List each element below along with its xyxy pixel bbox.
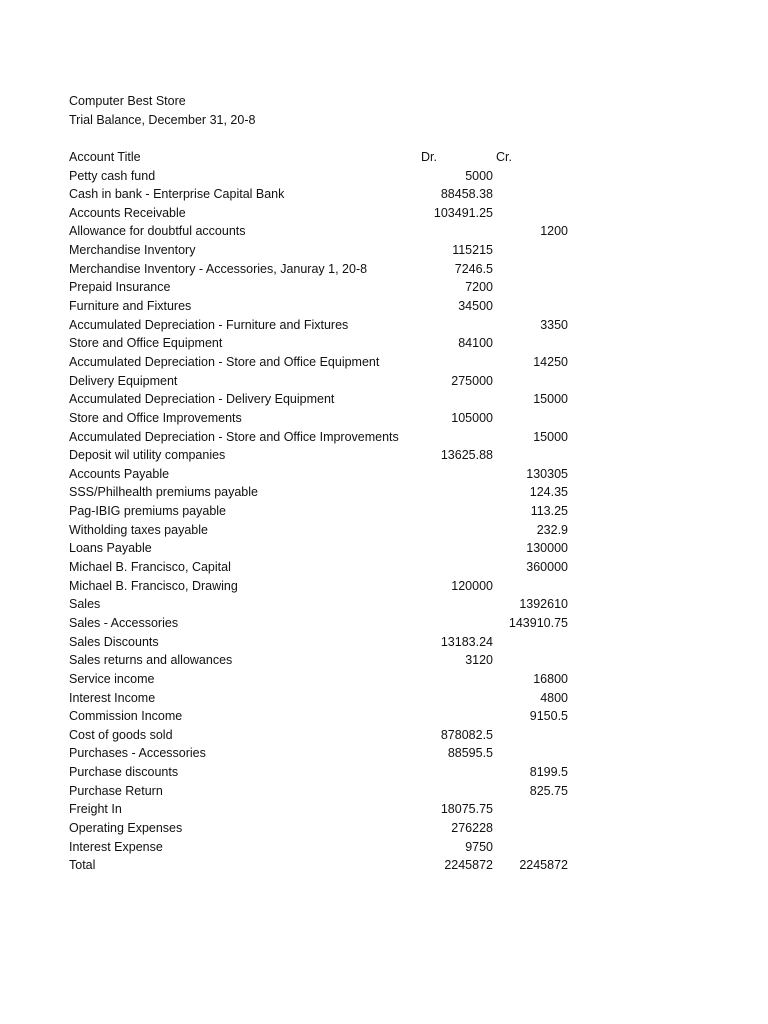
account-title-cell: Pag-IBIG premiums payable <box>69 504 227 519</box>
account-title-cell: Purchase Return <box>69 783 163 798</box>
table-row <box>69 428 589 447</box>
debit-cell: 18075.75 <box>440 802 493 817</box>
credit-cell: 3350 <box>540 317 568 332</box>
debit-cell: 7246.5 <box>454 261 493 276</box>
table-row <box>69 539 589 558</box>
account-title-cell: Total <box>69 858 96 873</box>
account-title-cell: Accumulated Depreciation - Furniture and Fixtures <box>69 317 349 332</box>
debit-cell: 9750 <box>465 839 493 854</box>
credit-cell: 16800 <box>533 671 568 686</box>
account-title-cell: Allowance for doubtful accounts <box>69 224 246 239</box>
credit-cell: 124.35 <box>529 485 568 500</box>
debit-cell: 878082.5 <box>440 727 493 742</box>
table-row <box>69 670 589 689</box>
account-title-cell: Cash in bank - Enterprise Capital Bank <box>69 187 285 202</box>
account-title-cell: Accumulated Depreciation - Store and Office Equipment <box>69 354 380 369</box>
account-title-cell: Cost of goods sold <box>69 727 173 742</box>
debit-cell: 13625.88 <box>440 448 493 463</box>
account-title-cell: Sales <box>69 597 101 612</box>
table-row <box>69 651 589 670</box>
credit-cell: 130305 <box>526 466 568 481</box>
debit-cell: 2245872 <box>444 858 493 873</box>
header-debit: Dr. <box>421 149 437 164</box>
account-title-cell: Delivery Equipment <box>69 373 178 388</box>
total-row <box>69 856 589 875</box>
debit-cell: 88458.38 <box>440 187 493 202</box>
table-row <box>69 297 589 316</box>
account-title-cell: Merchandise Inventory <box>69 243 196 258</box>
table-row <box>69 390 589 409</box>
account-title-cell: Service income <box>69 671 155 686</box>
debit-cell: 5000 <box>465 168 493 183</box>
table-row <box>69 558 589 577</box>
credit-cell: 825.75 <box>529 783 568 798</box>
account-title-cell: Prepaid Insurance <box>69 280 171 295</box>
debit-cell: 88595.5 <box>447 746 493 761</box>
table-row <box>69 278 589 297</box>
table-header <box>69 148 589 167</box>
table-row <box>69 465 589 484</box>
credit-cell: 2245872 <box>519 858 568 873</box>
credit-cell: 14250 <box>533 354 568 369</box>
account-title-cell: Accounts Payable <box>69 466 170 481</box>
credit-cell: 15000 <box>533 429 568 444</box>
header-credit: Cr. <box>496 149 512 164</box>
account-title-cell: Accounts Receivable <box>69 205 186 220</box>
table-row <box>69 726 589 745</box>
credit-cell: 232.9 <box>536 522 568 537</box>
table-row <box>69 167 589 186</box>
table-row <box>69 633 589 652</box>
table-row <box>69 595 589 614</box>
trial-balance-document <box>69 92 589 875</box>
credit-cell: 1392610 <box>519 597 568 612</box>
table-row <box>69 372 589 391</box>
credit-cell: 113.25 <box>530 504 568 519</box>
table-row <box>69 185 589 204</box>
table-row <box>69 800 589 819</box>
credit-cell: 360000 <box>526 560 568 575</box>
account-title-cell: Freight In <box>69 802 122 817</box>
debit-cell: 275000 <box>451 373 493 388</box>
table-row <box>69 502 589 521</box>
account-title-cell: Loans Payable <box>69 541 152 556</box>
table-row <box>69 353 589 372</box>
table-row <box>69 316 589 335</box>
account-title-cell: Store and Office Equipment <box>69 336 223 351</box>
table-row <box>69 222 589 241</box>
table-row <box>69 614 589 633</box>
table-row <box>69 782 589 801</box>
account-title-cell: Purchases - Accessories <box>69 746 206 761</box>
account-title-cell: Witholding taxes payable <box>69 522 208 537</box>
account-title-cell: Store and Office Improvements <box>69 410 242 425</box>
debit-cell: 276228 <box>451 820 493 835</box>
table-row <box>69 334 589 353</box>
blank-line <box>69 129 589 148</box>
table-row <box>69 763 589 782</box>
header-account-title: Account Title <box>69 149 141 164</box>
credit-cell: 15000 <box>533 392 568 407</box>
table-row <box>69 838 589 857</box>
table-row <box>69 409 589 428</box>
table-row <box>69 707 589 726</box>
table-row <box>69 521 589 540</box>
credit-cell: 8199.5 <box>529 765 568 780</box>
account-title-cell: Interest Income <box>69 690 156 705</box>
account-title-cell: Operating Expenses <box>69 820 183 835</box>
credit-cell: 143910.75 <box>508 615 568 630</box>
account-title-cell: Furniture and Fixtures <box>69 299 192 314</box>
account-title-cell: Commission Income <box>69 709 183 724</box>
debit-cell: 34500 <box>458 299 493 314</box>
table-row <box>69 689 589 708</box>
credit-cell: 130000 <box>526 541 568 556</box>
credit-cell: 1200 <box>540 224 568 239</box>
debit-cell: 13183.24 <box>440 634 493 649</box>
table-row <box>69 819 589 838</box>
account-title-cell: Accumulated Depreciation - Delivery Equipment <box>69 392 335 407</box>
debit-cell: 120000 <box>451 578 493 593</box>
debit-cell: 115215 <box>452 243 493 258</box>
table-row <box>69 483 589 502</box>
credit-cell: 4800 <box>540 690 568 705</box>
account-title-cell: Purchase discounts <box>69 765 179 780</box>
account-title-cell: Sales Discounts <box>69 634 159 649</box>
debit-cell: 7200 <box>465 280 493 295</box>
company-name: Computer Best Store <box>69 94 186 108</box>
debit-cell: 3120 <box>465 653 493 668</box>
table-row <box>69 260 589 279</box>
account-title-cell: Deposit wil utility companies <box>69 448 226 463</box>
account-title-cell: Accumulated Depreciation - Store and Office Improvements <box>69 429 399 444</box>
credit-cell: 9150.5 <box>529 709 568 724</box>
table-row <box>69 577 589 596</box>
debit-cell: 84100 <box>458 336 493 351</box>
account-title-cell: Interest Expense <box>69 839 163 854</box>
account-title-cell: Sales returns and allowances <box>69 653 233 668</box>
account-title-cell: Petty cash fund <box>69 168 156 183</box>
document-subtitle: Trial Balance, December 31, 20-8 <box>69 112 256 127</box>
account-title-cell: Michael B. Francisco, Drawing <box>69 578 238 593</box>
table-row <box>69 204 589 223</box>
account-title-cell: Sales - Accessories <box>69 615 179 630</box>
account-rows <box>69 167 589 875</box>
debit-cell: 103491.25 <box>433 205 493 220</box>
table-row <box>69 744 589 763</box>
account-title-cell: SSS/Philhealth premiums payable <box>69 485 258 500</box>
table-row <box>69 446 589 465</box>
account-title-cell: Michael B. Francisco, Capital <box>69 560 231 575</box>
table-row <box>69 241 589 260</box>
account-title-cell: Merchandise Inventory - Accessories, Januray 1, 20-8 <box>69 261 368 276</box>
debit-cell: 105000 <box>451 410 493 425</box>
